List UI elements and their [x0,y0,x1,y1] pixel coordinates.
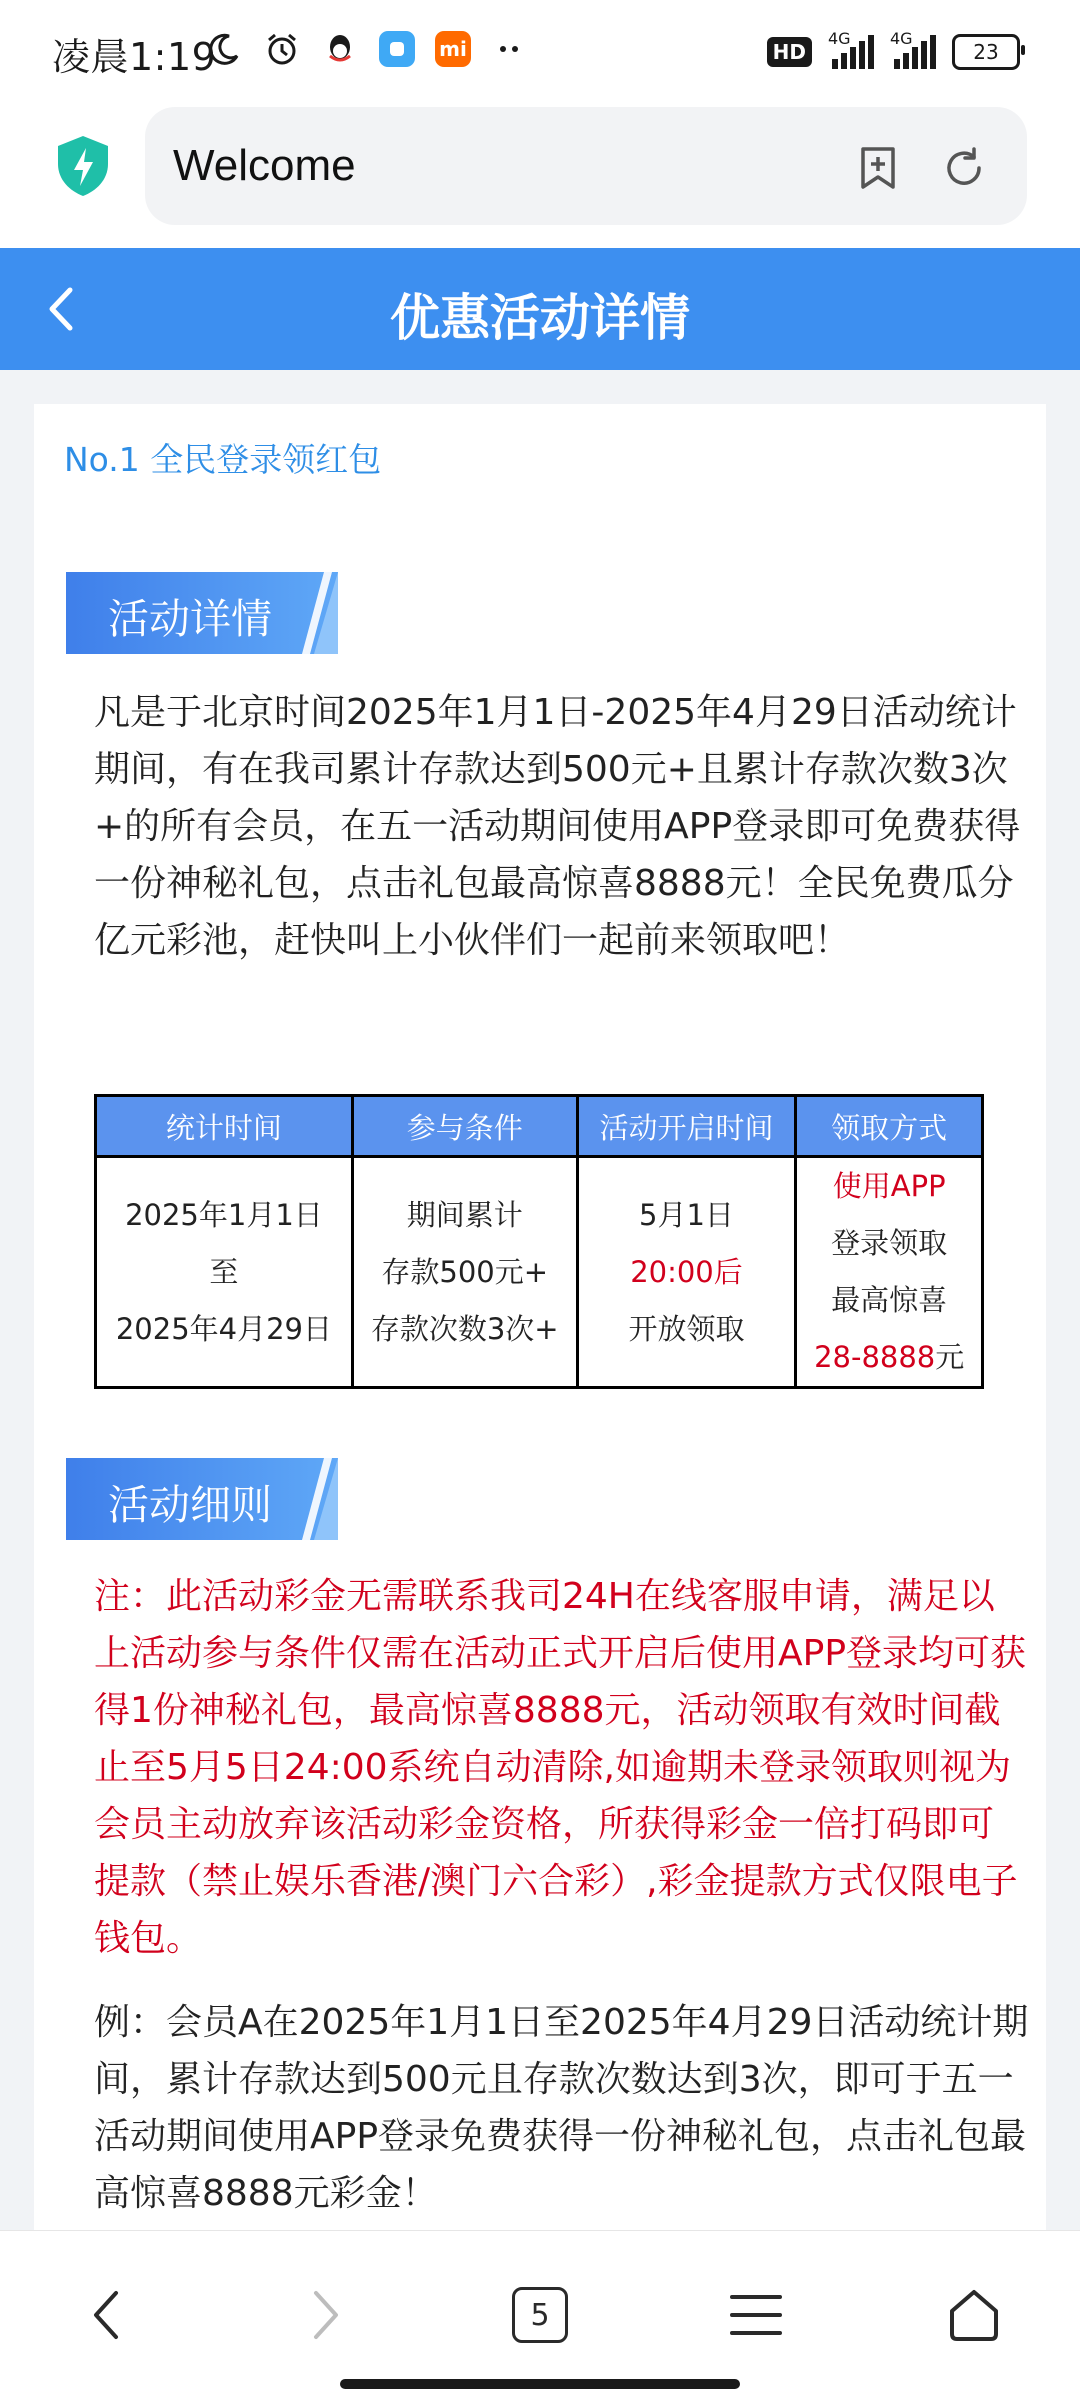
more-notifications-icon [491,30,529,68]
activity-table [94,1094,984,1389]
nav-forward-icon[interactable] [286,2275,366,2355]
table-cell-conditions [352,1157,577,1388]
signal-icon-1 [828,29,874,69]
table-header-cell: 领取方式 [796,1096,983,1157]
browser-bottom-nav [0,2230,1080,2401]
table-cell-start-time [577,1157,796,1388]
battery-level: 23 [973,40,999,64]
rules-example-text: 例：会员A在2025年1月1日至2025年4月29日活动统计期间，累计存款达到500元且存款次数达到3次，即可于五一活动期间使用APP登录免费获得一份神秘礼包，点击礼包最高惊喜8888元彩金！ [94,2002,1029,2214]
nav-home-icon[interactable] [934,2275,1014,2355]
status-notification-icons [205,30,529,68]
rules-note-text: 注：此活动彩金无需联系我司24H在线客服申请，满足以上活动参与条件仅需在活动正式开启后使用APP登录均可获得1份神秘礼包，最高惊喜8888元，活动领取有效时间截止至5月5日24:00系统自动清除,如逾期未登录领取则视为会员主动放弃该活动彩金资格，所获得彩金一倍打码即可提款（禁止娱乐香港/澳门六合彩）,彩金提款方式仅限电子钱包。 [94,1576,1027,1959]
prize-range: 28-8888 [814,1340,936,1374]
table-cell-period [96,1157,353,1388]
table-header-cell: 参与条件 [352,1096,577,1157]
app-icon-blue [379,31,415,67]
cell-line-highlight: 20:00后 [630,1254,743,1289]
mi-icon: mi [435,31,471,67]
section-details-text: 凡是于北京时间2025年1月1日-2025年4月29日活动统计期间，有在我司累计存款达到500元+且累计存款次数3次+的所有会员，在五一活动期间使用APP登录即可免费获得一份神秘礼包，点击礼包最高惊喜8888元！全民免费瓜分亿元彩池，赶快叫上小伙伴们一起前来领取吧！ [94,692,1021,961]
page-title: 优惠活动详情 [390,289,690,347]
cell-line: 2025年1月1日 [125,1197,323,1232]
alarm-icon [263,30,301,68]
promo-card [34,404,1046,2230]
signal-2-label: 4G [890,29,913,48]
promo-heading: No.1 全民登录领红包 [64,440,382,479]
qq-icon [321,30,359,68]
status-bar [0,0,1080,100]
hd-voice-badge: HD [767,37,812,67]
cell-line-highlight: 使用APP [832,1169,946,1203]
section-tag-details [66,572,338,654]
cell-line [797,1329,981,1386]
page-content[interactable] [0,370,1080,2230]
tab-count[interactable]: 5 [512,2287,568,2343]
table-header-row [96,1096,983,1157]
nav-tabs-button[interactable] [500,2275,580,2355]
cell-line: 登录领取 [831,1226,948,1260]
table-header-cell: 统计时间 [96,1096,353,1157]
table-row [96,1157,983,1388]
address-bar[interactable] [145,107,1027,225]
browser-toolbar [0,100,1080,248]
reload-icon[interactable] [941,145,987,191]
section-tag-details-label: 活动详情 [108,595,272,643]
nav-back-icon[interactable] [66,2275,146,2355]
security-shield-icon[interactable] [54,134,112,198]
cell-line: 最高惊喜 [831,1283,948,1317]
cell-line: 至 [209,1254,239,1289]
cell-line: 期间累计 [406,1197,523,1232]
signal-1-label: 4G [828,29,851,48]
status-time: 凌晨1:19 [52,35,217,79]
address-bar-text[interactable]: Welcome [173,141,356,190]
battery-icon [952,34,1020,70]
table-header-cell: 活动开启时间 [577,1096,796,1157]
cell-line: 2025年4月29日 [115,1311,332,1346]
prize-unit: 元 [935,1340,965,1374]
add-bookmark-icon[interactable] [855,145,901,191]
gesture-home-bar[interactable] [340,2379,740,2389]
section-tag-rules-label: 活动细则 [108,1481,272,1529]
section-tag-rules [66,1458,338,1540]
cell-line: 存款500元+ [381,1254,549,1289]
page-header [0,248,1080,370]
cell-line: 开放领取 [628,1311,745,1346]
table-cell-claim-method [796,1157,983,1388]
cell-line: 存款次数3次+ [370,1311,559,1346]
nav-menu-icon[interactable] [716,2275,796,2355]
cell-line: 5月1日 [639,1197,734,1232]
status-system-icons [767,29,1020,70]
moon-icon [205,30,243,68]
signal-icon-2 [890,29,936,69]
